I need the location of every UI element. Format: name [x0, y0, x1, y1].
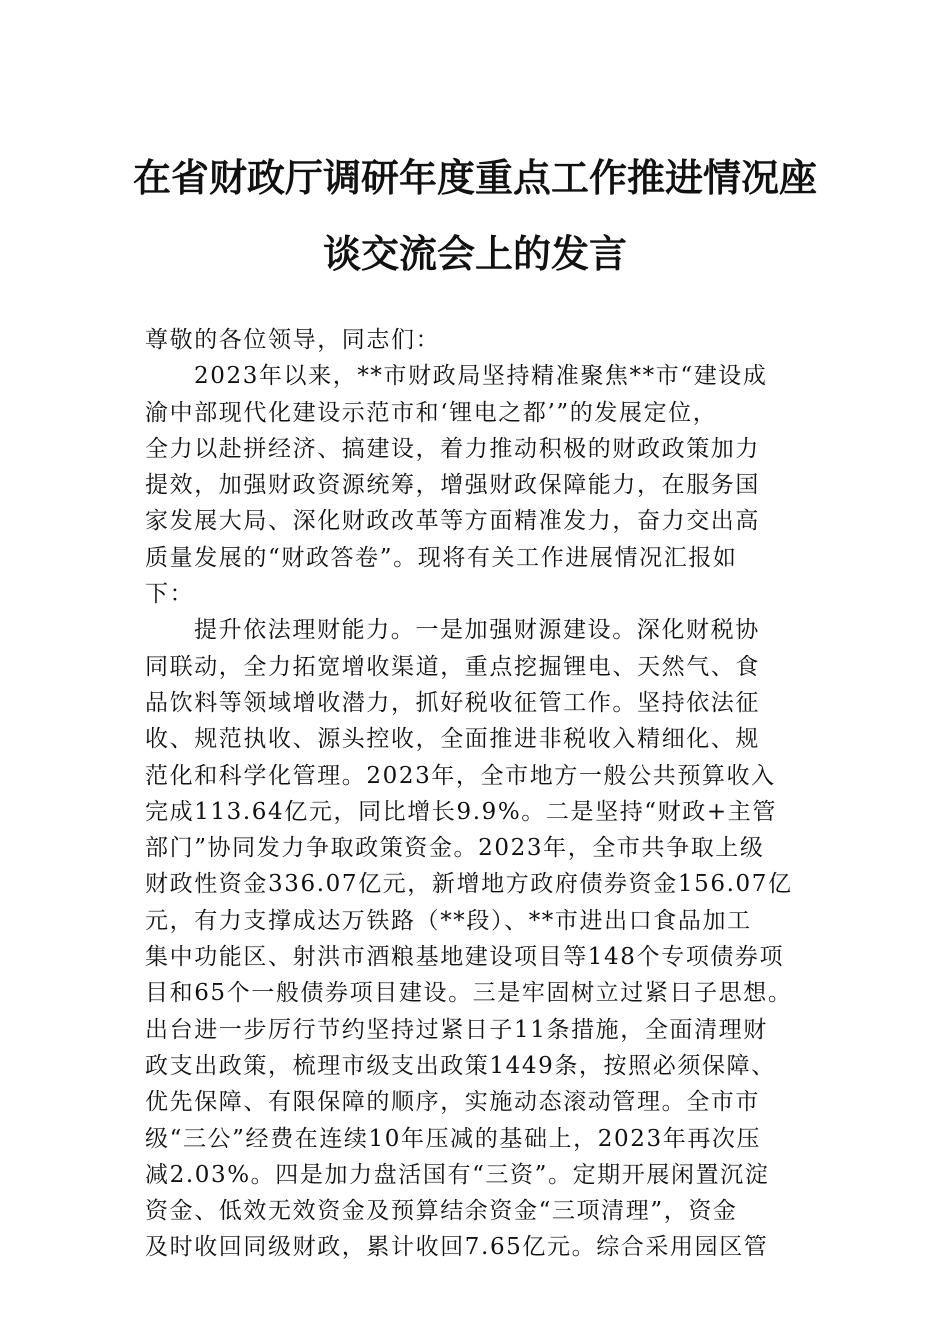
paragraph-line: 资金、低效无效资金及预算结余资金“三项清理”，资金: [145, 1198, 738, 1225]
document-title: [0, 140, 950, 292]
document-body: [145, 322, 845, 1266]
paragraph-line: 提效，加强财政资源统筹，增强财政保障能力，在服务国: [145, 472, 760, 499]
paragraph-line: 完成113.64亿元，同比增长9.9%。二是坚持“财政+主管: [145, 798, 777, 825]
paragraph-line: 财政性资金336.07亿元，新增地方政府债券资金156.07亿: [145, 871, 793, 898]
paragraph-line: 收、规范执收、源头控收，全面推进非税收入精细化、规: [145, 726, 760, 753]
title-line: 谈交流会上的发言: [322, 231, 627, 276]
paragraph-line: 集中功能区、射洪市酒粮基地建设项目等148个专项债券项: [145, 944, 785, 971]
paragraph-line: 质量发展的“财政答卷”。现将有关工作进展情况汇报如: [145, 544, 738, 571]
paragraph-line: 全力以赴拼经济、搞建设，着力推动积极的财政政策加力: [145, 435, 760, 462]
paragraph-line: 品饮料等领域增收潜力，抓好税收征管工作。坚持依法征: [145, 689, 760, 716]
paragraph-line: 目和65个一般债券项目建设。三是牢固树立过紧日子思想。: [145, 980, 793, 1007]
salutation: 尊敬的各位领导，同志们：: [145, 327, 441, 353]
paragraph-line: 2023年以来，**市财政局坚持精准聚焦**市“建设成: [194, 363, 768, 390]
paragraph-line: 下：: [145, 581, 195, 608]
paragraph-line: 政支出政策，梳理市级支出政策1449条，按照必须保障、: [145, 1052, 776, 1079]
paragraph-line: 级“三公”经费在连续10年压减的基础上，2023年再次压: [145, 1125, 762, 1152]
paragraph-line: 提升依法理财能力。一是加强财源建设。深化财税协: [194, 617, 760, 644]
paragraph-line: 元，有力支撑成达万铁路（**段）、**市进出口食品加工: [145, 907, 752, 934]
title-line: 在省财政厅调研年度重点工作推进情况座: [132, 155, 817, 200]
paragraph-line: 范化和科学化管理。2023年，全市地方一般公共预算收入: [145, 762, 776, 789]
paragraph-line: 及时收回同级财政，累计收回7.65亿元。综合采用园区管: [145, 1234, 769, 1261]
paragraph-line: 优先保障、有限保障的顺序，实施动态滚动管理。全市市: [145, 1089, 760, 1116]
paragraph-line: 出台进一步厉行节约坚持过紧日子11条措施，全面清理财: [145, 1016, 768, 1043]
paragraph-line: 家发展大局、深化财政改革等方面精准发力，奋力交出高: [145, 508, 760, 535]
paragraph-line: 渝中部现代化建设示范市和‘锂电之都’”的发展定位，: [145, 399, 718, 426]
paragraph-line: 减2.03%。四是加力盘活国有“三资”。定期开展闲置沉淀: [145, 1161, 770, 1188]
paragraph-line: 部门”协同发力争取政策资金。2023年，全市共争取上级: [145, 835, 765, 862]
paragraph-line: 同联动，全力拓宽增收渠道，重点挖掘锂电、天然气、食: [145, 653, 760, 680]
